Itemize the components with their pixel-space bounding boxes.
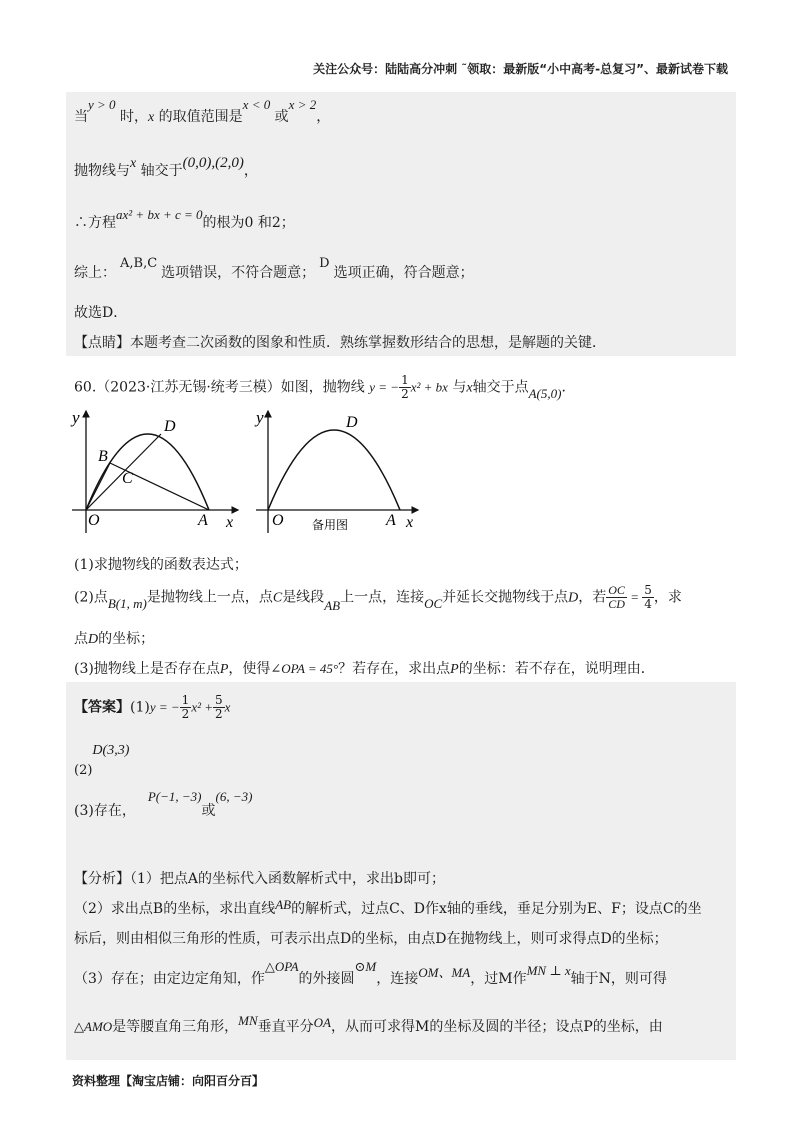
fig-left-d-label: D [164, 418, 176, 435]
fig-right-a-label: A [386, 512, 396, 529]
fig-right-caption: 备用图 [312, 518, 349, 532]
analysis-line-4: （3）存在；由定边定角知，作△OPA的外接圆⊙M，连接OM、MA，过M作MN ⊥ x轴于N，则可得 [74, 959, 667, 987]
question-part-2: (2)点B(1, m)是抛物线上一点，点C是线段AB上一点，连接OC并延长交抛物线于点D，若 $\frac{OC}{CD}$ = $\frac{5}{4}$ ，求 [74, 583, 682, 613]
analysis-line-3: 标后，则由相似三角形的性质，可表示出点D的坐标，由点D在抛物线上，则可求得点D的坐标； [74, 931, 668, 947]
figure-left [66, 405, 246, 535]
page-header: 关注公众号：陆陆高分冲刺 ˜领取：最新版“小中高考-总复习”、最新试卷下载 [313, 62, 728, 76]
fig-left-a-label: A [198, 512, 208, 529]
question-part-3: (3)抛物线上是否存在点P，使得∠OPA = 45°？若存在，求出点P的坐标：若不存在，说明理由． [74, 661, 655, 677]
prev-line-1: 当y > 0 时，x 的取值范围是x < 0 或x > 2， [74, 97, 331, 125]
prev-line-2: 抛物线与x 轴交于(0,0),(2,0)， [74, 155, 258, 179]
analysis-line-5: △AMO是等腰直角三角形，MN垂直平分OA，从而可求得M的坐标及圆的半径；设点P的坐标，由 [74, 1013, 663, 1035]
answer-line-2: (2)D(3,3) [74, 743, 130, 778]
prev-line-3: ∴方程ax² + bx + c = 0的根为0 和2； [74, 207, 295, 231]
fig-right-x-label: x [406, 514, 414, 531]
answer-line-3: (3)存在，P(−1, −3)或(6, −3) [74, 789, 253, 819]
fig-left-c-label: C [122, 470, 133, 487]
fig-left-y-label: y [72, 408, 80, 427]
analysis-line-1: 【分析】（1）把点A的坐标代入函数解析式中，求出b即可； [74, 871, 445, 887]
fraction: $\frac{1}{2}$ [401, 373, 409, 401]
prev-line-4: 综上：A,B,C选项错误，不符合题意；D选项正确，符合题意； [74, 256, 474, 281]
fig-left-x-label: x [226, 514, 234, 531]
question-part-2-line-2: 点D的坐标； [74, 631, 155, 647]
figure-right [252, 405, 427, 535]
fig-left-b-label: B [98, 448, 108, 465]
value-fraction: $\frac{5}{4}$ [644, 583, 652, 611]
ratio-fraction: $\frac{OC}{CD}$ [608, 583, 625, 611]
prev-line-6: 【点睛】本题考查二次函数的图象和性质．熟练掌握数形结合的思想，是解题的关键． [74, 335, 606, 351]
question-part-1: (1)求抛物线的函数表达式； [74, 557, 248, 573]
fig-right-d-label: D [346, 414, 358, 431]
analysis-line-2: （2）求出点B的坐标，求出直线AB的解析式，过点C、D作x轴的垂线，垂足分别为E、F；设点C的坐 [74, 897, 702, 917]
page-footer: 资料整理【淘宝店铺：向阳百分百】 [72, 1074, 265, 1088]
fig-right-y-label: y [256, 408, 264, 427]
fig-right-origin-label: O [272, 512, 284, 529]
question-intro: 60.（2023·江苏无锡·统考三模）如图，抛物线 y = − $\frac{1}{2}$ x² + bx 与x轴交于点A(5,0)． [74, 373, 576, 401]
fig-left-origin-label: O [88, 512, 100, 529]
answer-line-1: 【答案】(1)y = − $\frac{1}{2}$ x² + $\frac{5}{2}$ x [74, 693, 231, 721]
prev-line-5: 故选D． [74, 305, 128, 321]
